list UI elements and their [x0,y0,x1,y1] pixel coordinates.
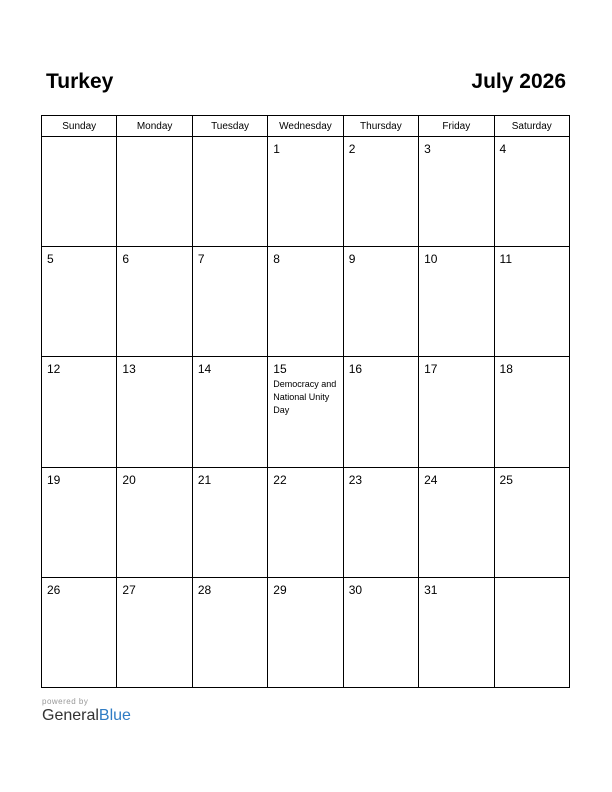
day-cell [117,357,192,467]
day-cell [268,137,343,247]
weekday-thursday: Thursday [343,116,418,137]
day-cell [343,137,418,247]
weekday-friday: Friday [419,116,494,137]
day-number: 8 [273,252,280,267]
generalblue-logo[interactable] [42,707,131,725]
day-cell [343,357,418,467]
day-cell [419,467,494,577]
day-cell [494,247,569,357]
day-cell [192,467,267,577]
day-cell [268,357,343,467]
holiday-label: Democracy and National Unity Day [273,379,337,416]
day-number: 28 [197,582,212,597]
day-cell [419,247,494,357]
day-number: 4 [499,142,507,156]
day-number: 6 [122,252,130,267]
day-number: 12 [47,362,61,377]
day-number: 23 [348,472,363,487]
weekday-sunday: Sunday [42,116,117,137]
day-cell [192,357,267,467]
powered-by-text: powered by [42,697,89,706]
day-number: 7 [197,252,205,267]
day-cell [343,467,418,577]
month-year-title: July 2026 [471,70,566,93]
day-number: 20 [122,472,136,487]
calendar-grid [41,115,570,688]
day-cell [192,247,267,357]
day-number: 30 [348,582,363,597]
day-cell [494,137,569,247]
day-number: 31 [424,582,438,597]
day-number: 21 [197,472,212,487]
day-cell [268,467,343,577]
day-cell [117,577,192,687]
day-cell [419,577,494,687]
day-number: 22 [273,472,287,487]
day-number: 25 [499,472,513,487]
day-cell [192,137,267,247]
brand-general-text: General [42,707,99,724]
day-cell [117,467,192,577]
weekday-header-row [42,116,570,137]
weekday-wednesday: Wednesday [268,116,343,137]
day-number: 3 [424,142,431,156]
weekday-tuesday: Tuesday [192,116,267,137]
day-number: 13 [122,362,136,377]
brand-blue-text: Blue [98,707,131,724]
day-cell [494,467,569,577]
day-number: 19 [47,472,61,487]
day-number: 17 [424,362,438,377]
day-number: 15 [273,362,287,377]
footer-branding [42,697,131,725]
day-number: 2 [348,142,356,156]
day-number: 29 [273,582,287,597]
day-cell [117,247,192,357]
day-number: 10 [424,252,438,267]
day-number: 9 [348,252,356,267]
day-cell [494,577,569,687]
day-cell [42,137,117,247]
day-number: 5 [47,252,54,267]
week-row [42,137,570,247]
day-number: 11 [499,252,512,267]
day-cell [192,577,267,687]
country-title: Turkey [46,70,114,93]
day-cell [117,137,192,247]
week-row [42,467,570,577]
day-cell [42,247,117,357]
day-cell [343,247,418,357]
day-cell [42,577,117,687]
day-cell [419,137,494,247]
page-header [46,70,566,100]
day-cell [42,357,117,467]
day-number: 27 [122,582,136,597]
day-number: 26 [47,582,61,597]
weekday-saturday: Saturday [494,116,569,137]
day-number: 14 [197,362,212,377]
day-number: 18 [499,362,513,377]
day-cell [343,577,418,687]
week-row [42,577,570,687]
week-row [42,357,570,467]
day-cell [494,357,569,467]
day-number: 16 [348,362,363,377]
day-cell [268,577,343,687]
day-number: 1 [273,142,280,156]
day-cell [268,247,343,357]
week-row [42,247,570,357]
day-cell [42,467,117,577]
day-cell [419,357,494,467]
weekday-monday: Monday [117,116,192,137]
day-number: 24 [424,472,438,487]
